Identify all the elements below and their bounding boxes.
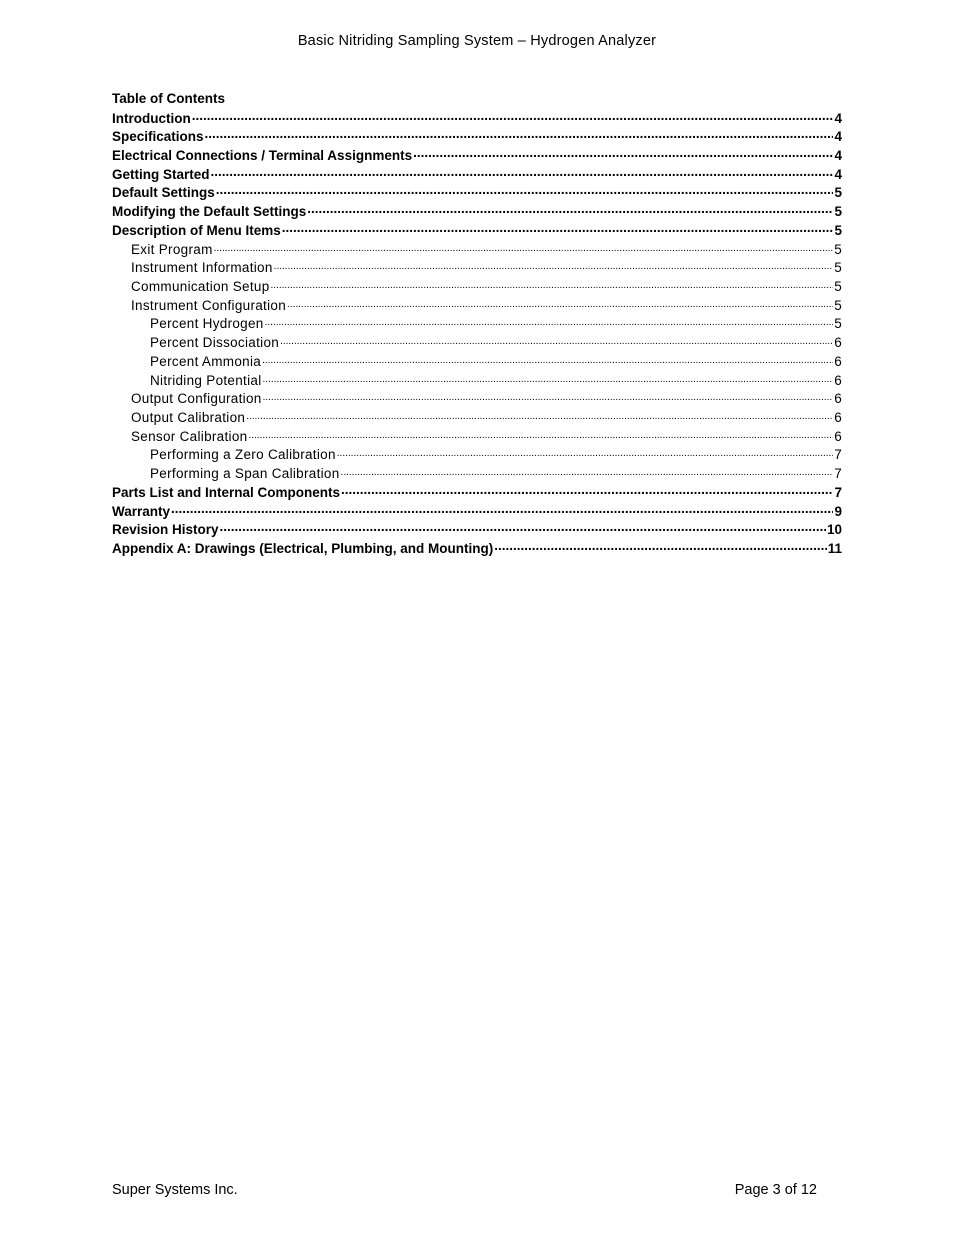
toc-entry[interactable] — [112, 521, 842, 540]
toc-entry[interactable] — [112, 446, 842, 465]
toc-dot-leader — [262, 352, 833, 366]
toc-dot-leader — [341, 483, 833, 497]
toc-entry-label: Sensor Calibration — [131, 428, 248, 444]
toc-entry-page: 6 — [834, 410, 842, 425]
toc-dot-leader — [271, 277, 834, 291]
toc-entry-label: Electrical Connections / Terminal Assignments — [112, 147, 413, 163]
toc-dot-leader — [287, 296, 833, 310]
toc-entry[interactable] — [112, 427, 842, 446]
toc-entry[interactable] — [112, 259, 842, 278]
toc-entry-label: Communication Setup — [131, 278, 270, 294]
toc-entry-label: Exit Program — [131, 241, 213, 257]
toc-entry-page: 7 — [834, 466, 842, 482]
toc-entry-page: 5 — [834, 316, 842, 332]
toc-entry-label: Nitriding Potential — [150, 372, 262, 388]
toc-entry-label: Output Configuration — [131, 391, 262, 407]
toc-dot-leader — [280, 334, 833, 348]
toc-dot-leader — [494, 540, 826, 554]
toc-entry-page: 5 — [834, 260, 842, 276]
toc-dot-leader — [205, 128, 834, 142]
toc-entry-label: Performing a Zero Calibration — [150, 447, 336, 463]
page-header-title: Basic Nitriding Sampling System – Hydrogen Analyzer — [297, 33, 657, 49]
toc-dot-leader — [307, 203, 833, 217]
toc-entry-page: 7 — [834, 447, 842, 463]
toc-entry-label: Percent Hydrogen — [150, 316, 264, 332]
toc-entry-page: 4 — [834, 110, 842, 126]
toc-entry[interactable] — [112, 277, 842, 296]
toc-entry-page: 5 — [834, 185, 842, 201]
table-of-contents — [112, 109, 842, 558]
toc-entry[interactable] — [112, 390, 842, 409]
toc-entry-page: 9 — [834, 503, 842, 519]
toc-entry-page: 5 — [834, 278, 842, 294]
toc-entry[interactable] — [112, 146, 842, 165]
toc-entry-label: Percent Dissociation — [150, 335, 280, 351]
toc-entry-label: Appendix A: Drawings (Electrical, Plumbing, and Mounting) — [112, 541, 494, 557]
toc-dot-leader — [263, 390, 834, 404]
toc-entry-page: 10 — [826, 522, 842, 538]
toc-entry[interactable] — [112, 502, 842, 521]
toc-entry-label: Description of Menu Items — [112, 222, 281, 238]
toc-entry-label: Default Settings — [112, 185, 215, 201]
toc-entry-label: Introduction — [112, 110, 191, 126]
toc-dot-leader — [282, 221, 834, 235]
toc-entry-page: 6 — [834, 353, 842, 369]
toc-entry-page: 5 — [834, 297, 842, 313]
toc-entry-page: 5 — [834, 204, 842, 220]
toc-entry-page: 5 — [834, 222, 842, 238]
toc-entry-page: 6 — [834, 391, 842, 407]
toc-dot-leader — [274, 259, 834, 273]
toc-entry[interactable] — [112, 128, 842, 147]
toc-entry-label: Instrument Information — [131, 260, 273, 276]
toc-entry-page: 4 — [834, 129, 842, 145]
toc-entry[interactable] — [112, 483, 842, 502]
toc-dot-leader — [216, 184, 834, 198]
toc-entry[interactable] — [112, 184, 842, 203]
toc-entry[interactable] — [112, 296, 842, 315]
toc-entry[interactable] — [112, 240, 842, 259]
footer-page-number: Page 3 of 12 — [734, 1182, 817, 1198]
toc-dot-leader — [265, 315, 834, 329]
toc-dot-leader — [337, 446, 833, 460]
toc-entry-label: Output Calibration — [131, 410, 246, 425]
toc-dot-leader — [211, 165, 834, 179]
toc-dot-leader — [192, 109, 834, 123]
toc-entry[interactable] — [112, 203, 842, 222]
toc-dot-leader — [341, 465, 834, 479]
toc-entry-page: 4 — [834, 147, 842, 163]
toc-entry-page: 5 — [834, 241, 842, 257]
toc-dot-leader — [246, 409, 833, 423]
toc-entry-page: 11 — [827, 541, 842, 557]
toc-dot-leader — [248, 427, 833, 441]
toc-entry[interactable] — [112, 334, 842, 353]
footer-company: Super Systems Inc. — [112, 1182, 238, 1198]
toc-entry-label: Getting Started — [112, 166, 210, 182]
toc-entry-page: 6 — [834, 335, 842, 351]
toc-entry[interactable] — [112, 165, 842, 184]
toc-entry-label: Modifying the Default Settings — [112, 204, 307, 220]
toc-entry[interactable] — [112, 371, 842, 390]
toc-entry-label: Percent Ammonia — [150, 353, 262, 369]
toc-dot-leader — [214, 240, 834, 254]
toc-entry[interactable] — [112, 221, 842, 240]
toc-entry[interactable] — [112, 109, 842, 128]
toc-entry[interactable] — [112, 315, 842, 334]
toc-entry-page: 7 — [834, 484, 842, 500]
toc-entry[interactable] — [112, 409, 842, 428]
toc-entry-label: Specifications — [112, 129, 204, 145]
toc-entry-page: 6 — [834, 372, 842, 388]
toc-entry-label: Performing a Span Calibration — [150, 466, 340, 482]
toc-entry[interactable] — [112, 465, 842, 484]
toc-dot-leader — [171, 502, 833, 516]
toc-entry-label: Revision History — [112, 522, 219, 538]
toc-dot-leader — [220, 521, 826, 535]
toc-entry[interactable] — [112, 352, 842, 371]
toc-entry-label: Parts List and Internal Components — [112, 484, 341, 500]
toc-entry[interactable] — [112, 540, 842, 559]
toc-dot-leader — [413, 146, 833, 160]
toc-entry-label: Instrument Configuration — [131, 297, 287, 313]
toc-entry-page: 6 — [834, 428, 842, 444]
toc-title: Table of Contents — [112, 91, 225, 106]
toc-entry-page: 4 — [834, 166, 842, 182]
toc-dot-leader — [263, 371, 834, 385]
toc-entry-label: Warranty — [112, 503, 171, 519]
